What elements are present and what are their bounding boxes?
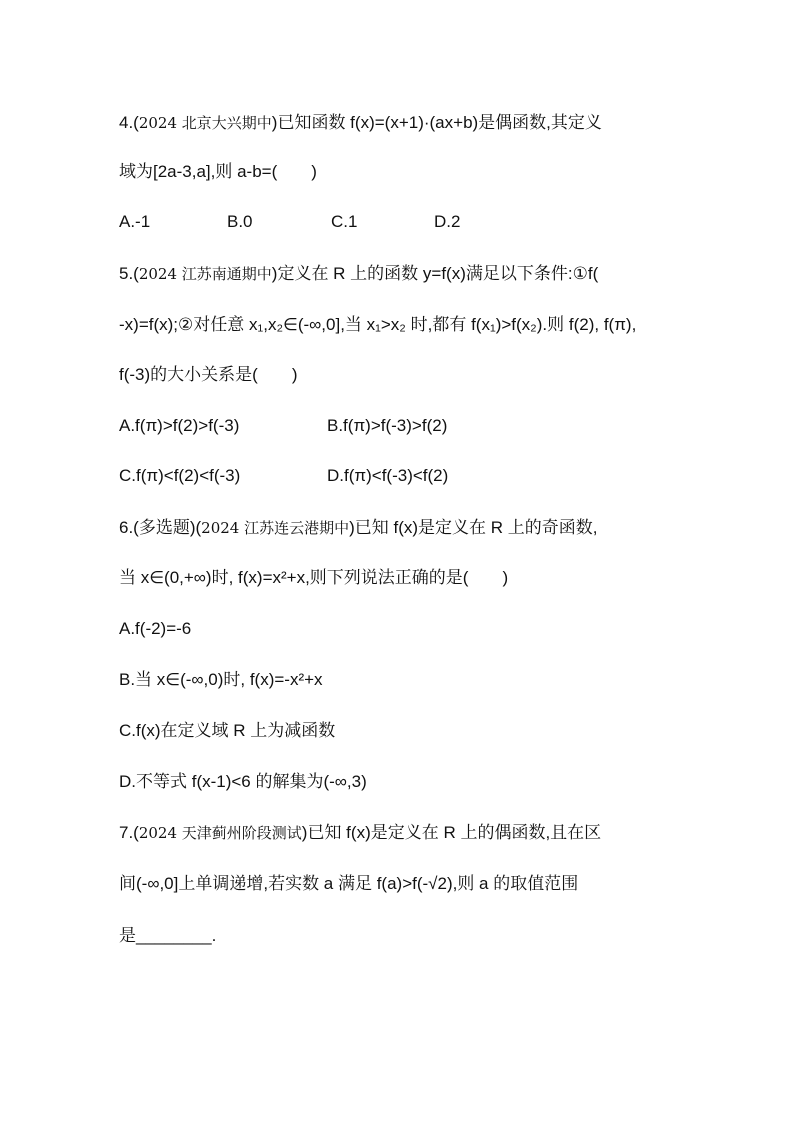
option-c: C.f(x)在定义域 R 上为减函数 (119, 721, 336, 740)
question-text: )已知 f(x)是定义在 R 上的奇函数, (349, 518, 598, 537)
option-c: C.1 (331, 212, 358, 231)
question-number: 4.( (119, 113, 139, 132)
question-5-line-3: f(-3)的大小关系是( ) (119, 365, 298, 384)
question-source: 2024 江苏连云港期中 (201, 519, 350, 537)
question-6-line-2: 当 x∈(0,+∞)时, f(x)=x²+x,则下列说法正确的是( ) (119, 568, 509, 587)
option-d: D.不等式 f(x-1)<6 的解集为(-∞,3) (119, 772, 367, 791)
question-7-line-1 (119, 822, 679, 844)
option-b: B.当 x∈(-∞,0)时, f(x)=-x²+x (119, 670, 323, 689)
option-c: C.f(π)<f(2)<f(-3) (119, 466, 241, 485)
question-4-line-1 (119, 112, 679, 134)
option-b: B.f(π)>f(-3)>f(2) (327, 416, 448, 435)
question-source: 2024 天津蓟州阶段测试 (138, 824, 302, 842)
question-5-line-1 (119, 263, 679, 285)
question-text: )已知函数 f(x)=(x+1)·(ax+b)是偶函数,其定义 (271, 113, 602, 132)
question-text: )已知 f(x)是定义在 R 上的偶函数,且在区 (301, 823, 602, 842)
question-7-line-3: 是________. (119, 926, 217, 945)
question-7-line-2: 间(-∞,0]上单调递增,若实数 a 满足 f(a)>f(-√2),则 a 的取值范围 (119, 874, 579, 893)
option-b: B.0 (227, 212, 253, 231)
question-number: 7.( (119, 823, 139, 842)
question-text: )定义在 R 上的函数 y=f(x)满足以下条件:①f( (271, 264, 599, 283)
option-d: D.f(π)<f(-3)<f(2) (327, 466, 449, 485)
question-5-line-2: -x)=f(x);②对任意 x₁,x₂∈(-∞,0],当 x₁>x₂ 时,都有 f(x₁)>f(x₂).则 f(2), f(π), (119, 315, 637, 334)
question-4-line-2: 域为[2a-3,a],则 a-b=( ) (119, 162, 317, 181)
option-a: A.f(π)>f(2)>f(-3) (119, 416, 240, 435)
question-source: 2024 北京大兴期中 (138, 114, 272, 132)
option-a: A.f(-2)=-6 (119, 619, 192, 638)
option-a: A.-1 (119, 212, 151, 231)
option-d: D.2 (434, 212, 461, 231)
question-6-line-1 (119, 517, 679, 539)
question-number: 5.( (119, 264, 139, 283)
question-number: 6.(多选题)( (119, 518, 202, 537)
question-source: 2024 江苏南通期中 (138, 265, 272, 283)
